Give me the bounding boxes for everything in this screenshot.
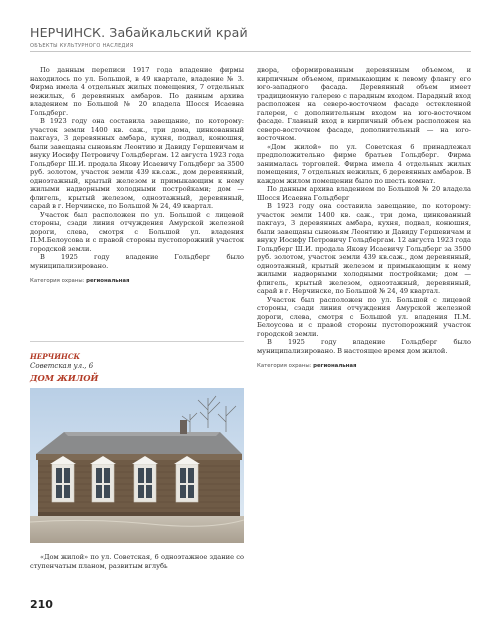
- right-paragraph: «Дом жилой» по ул. Советская 6 принадлежал предположительно фирме братьев Гольдберг. Фирма занималась торговлей. Фирма имела 4 отдельных жилых помещения, 7 отдельных нежилых, 6 деревянных амбаров. В каждом жилом помещении было по шесть комнат.: [257, 142, 471, 185]
- left-paragraph: В 1923 году она составила завещание, по которому: участок земли 1400 кв. саж., три дома, цинкованный пакгауз, 3 деревянных амбара, кухня, подвал, конюшня, были завещаны сыновьям Леонтию и Давиду Гершевичам и внуку Иосифу Петровичу Гольдбергам. 12 августа 1923 года Гольдберг Ш.И. продала Якову Исаевичу Гольдберг за 3500 руб. золотом, участок земли 439 кв.саж., дом деревянный, одноэтажный, крытый железом и примыкающим к нему жилыми надворными холодными постройками; дом — флигель, крытый железом, одноэтажный, деревянный, сарай в г. Нерчинске, по Большой № 24, 49 квартал.: [30, 117, 244, 210]
- left-column: [30, 66, 244, 285]
- page-header-title: [30, 25, 248, 40]
- right-paragraph: Участок был расположен по ул. Большой с лицевой стороны, сзади линия отчуждения Амурской железной дороги, слева, смотря с Большой ул. владения П.М. Белоусова и с правой стороны пустопорожний участок городской земли.: [257, 295, 471, 338]
- category-label: Категория охраны:: [257, 363, 312, 369]
- category-value: региональная: [86, 278, 130, 284]
- header-divider: [30, 51, 471, 52]
- left-protection-category: [30, 278, 244, 285]
- header-town: НЕРЧИНСК.: [30, 25, 106, 40]
- category-value: региональная: [313, 363, 357, 369]
- header-subtitle: ОБЪЕКТЫ КУЛЬТУРНОГО НАСЛЕДИЯ: [30, 43, 134, 49]
- right-paragraph: В 1925 году владение Гольдберг было муниципализировано. В настоящее время дом жилой.: [257, 338, 471, 355]
- object-town: НЕРЧИНСК: [30, 352, 81, 361]
- photo-caption-block: [30, 553, 244, 570]
- right-paragraph: В 1923 году она составила завещание, по которому: участок земли 1400 кв. саж., три дома, цинкованный пакгауз, 3 деревянных амбара, кухня, подвал, конюшня, были завещаны сыновьям Леонтию и Давиду Гершевичам и внуку Иосифу Петровичу Гольдбергам. 12 августа 1923 года Гольдберг Ш.И. продала Якову Исаевичу Гольдберг за 3500 руб. золотом, участок земли 439 кв.саж., дом деревянный, одноэтажный, крытый железом и примыкающим к нему жилыми надворными холодными постройками; дом — флигель, крытый железом, одноэтажный, деревянный, сарай в г. Нерчинске, по Большой № 24, 49 квартал.: [257, 202, 471, 295]
- left-paragraph: В 1925 году владение Гольдберг было муниципализировано.: [30, 253, 244, 270]
- right-paragraph: двора, сформированным деревянным объемом, и кирпичным объемом, примыкающим к левому флангу его юго-западного фасада. Деревянный объем имеет традиционную галерею с парадным входом. Парадный вход расположен на северо-восточном фасаде остекленной галереи, с дополнительным входом на юго-восточном фасаде. Главный вход в кирпичный объем расположен на северо-восточном фасаде, дополнительный — на юго-восточном.: [257, 66, 471, 142]
- object-name: ДОМ ЖИЛОЙ: [30, 373, 99, 383]
- object-address: Советская ул., 6: [30, 362, 94, 370]
- left-paragraph: По данным переписи 1917 года владение фирмы находилось по ул. Большой, в 49 квартале, владение № 3. Фирма имела 4 отдельных жилых помещения, 7 отдельных нежилых, 6 деревянных амбаров. По данным архива владением по Большой № 20 владела Шосся Исаевна Гольдберг.: [30, 66, 244, 117]
- category-label: Категория охраны:: [30, 278, 85, 284]
- object-divider: [30, 341, 244, 342]
- page-number: 210: [30, 598, 53, 611]
- photo-caption: «Дом жилой» по ул. Советская, 6 одноэтажное здание со ступенчатым планом, развитым вглубь: [30, 553, 244, 570]
- right-protection-category: [257, 363, 471, 370]
- left-paragraph: Участок был расположен по ул. Большой с лицевой стороны, сзади линия отчуждения Амурской железной дороги, слева, смотря с Большой ул. владения П.М.Белоусова и с правой стороны пустопорожний участок городской земли.: [30, 210, 244, 253]
- house-photo: [30, 388, 244, 543]
- right-paragraph: По данным архива владением по Большой № 20 владела Шосся Исаевна Гольдберг: [257, 185, 471, 202]
- header-region: Забайкальский край: [109, 25, 248, 40]
- right-column: [257, 66, 471, 370]
